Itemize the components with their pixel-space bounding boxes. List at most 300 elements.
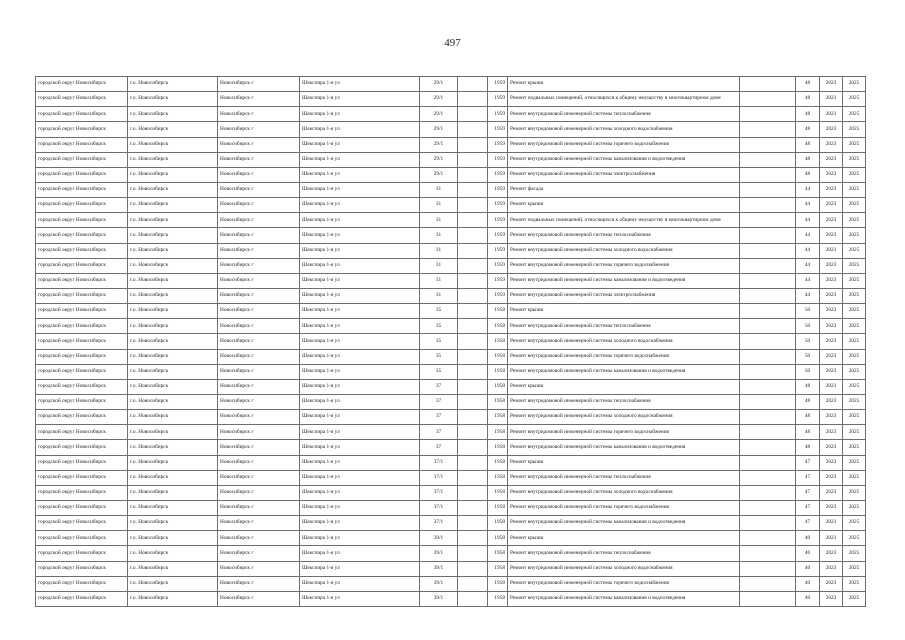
- work-type-cell: Ремонт внутридомовой инженерной системы теплоснабжения: [508, 228, 740, 243]
- house-number-cell: 39/1: [420, 561, 458, 576]
- end-year-cell: 2025: [843, 455, 866, 470]
- empty-cell: [740, 561, 796, 576]
- build-year-cell: 1958: [488, 440, 508, 455]
- start-year-cell: 2023: [820, 394, 843, 409]
- table-row: [36, 77, 866, 92]
- city-cell: Новосибирск г: [218, 364, 300, 379]
- city-cell: Новосибирск г: [218, 394, 300, 409]
- build-year-cell: 1959: [488, 182, 508, 197]
- district-cell: г.о. Новосибирск: [128, 288, 218, 303]
- empty-cell: [458, 531, 488, 546]
- work-type-cell: Ремонт внутридомовой инженерной системы холодного водоснабжения: [508, 561, 740, 576]
- empty-cell: [458, 319, 488, 334]
- empty-cell: [740, 455, 796, 470]
- work-type-cell: Ремонт крыши: [508, 77, 740, 92]
- district-cell: г.о. Новосибирск: [128, 425, 218, 440]
- empty-cell: [740, 228, 796, 243]
- district-cell: г.о. Новосибирск: [128, 213, 218, 228]
- district-cell: г.о. Новосибирск: [128, 122, 218, 137]
- table-row: [36, 182, 866, 197]
- end-year-cell: 2025: [843, 591, 866, 606]
- empty-cell: [740, 576, 796, 591]
- city-cell: Новосибирск г: [218, 273, 300, 288]
- empty-cell: [458, 182, 488, 197]
- city-cell: Новосибирск г: [218, 546, 300, 561]
- district-cell: г.о. Новосибирск: [128, 319, 218, 334]
- start-year-cell: 2023: [820, 546, 843, 561]
- city-cell: Новосибирск г: [218, 288, 300, 303]
- end-year-cell: 2025: [843, 182, 866, 197]
- street-cell: Шекспира 1-я ул: [300, 364, 420, 379]
- empty-cell: [740, 288, 796, 303]
- table-row: [36, 470, 866, 485]
- municipality-cell: городской округ Новосибирск: [36, 425, 128, 440]
- build-year-cell: 1958: [488, 531, 508, 546]
- build-year-cell: 1959: [488, 258, 508, 273]
- empty-cell: [740, 410, 796, 425]
- end-year-cell: 2025: [843, 546, 866, 561]
- empty-cell: [740, 258, 796, 273]
- table-row: [36, 425, 866, 440]
- street-cell: Шекспира 1-я ул: [300, 425, 420, 440]
- start-year-cell: 2023: [820, 288, 843, 303]
- value-cell: 48: [796, 167, 820, 182]
- empty-cell: [740, 319, 796, 334]
- district-cell: г.о. Новосибирск: [128, 198, 218, 213]
- end-year-cell: 2025: [843, 349, 866, 364]
- start-year-cell: 2023: [820, 167, 843, 182]
- build-year-cell: 1958: [488, 561, 508, 576]
- value-cell: 48: [796, 410, 820, 425]
- work-type-cell: Ремонт внутридомовой инженерной системы канализования и водоотведения: [508, 591, 740, 606]
- empty-cell: [458, 258, 488, 273]
- build-year-cell: 1958: [488, 546, 508, 561]
- empty-cell: [458, 334, 488, 349]
- build-year-cell: 1958: [488, 304, 508, 319]
- table-row: [36, 92, 866, 107]
- end-year-cell: 2025: [843, 470, 866, 485]
- build-year-cell: 1958: [488, 470, 508, 485]
- empty-cell: [458, 379, 488, 394]
- municipality-cell: городской округ Новосибирск: [36, 379, 128, 394]
- city-cell: Новосибирск г: [218, 319, 300, 334]
- district-cell: г.о. Новосибирск: [128, 107, 218, 122]
- empty-cell: [458, 470, 488, 485]
- empty-cell: [458, 410, 488, 425]
- build-year-cell: 1958: [488, 364, 508, 379]
- work-type-cell: Ремонт внутридомовой инженерной системы теплоснабжения: [508, 107, 740, 122]
- build-year-cell: 1958: [488, 410, 508, 425]
- city-cell: Новосибирск г: [218, 122, 300, 137]
- empty-cell: [458, 137, 488, 152]
- value-cell: 48: [796, 122, 820, 137]
- end-year-cell: 2025: [843, 531, 866, 546]
- work-type-cell: Ремонт внутридомовой инженерной системы горячего водоснабжения: [508, 500, 740, 515]
- empty-cell: [740, 304, 796, 319]
- district-cell: г.о. Новосибирск: [128, 455, 218, 470]
- work-type-cell: Ремонт внутридомовой инженерной системы горячего водоснабжения: [508, 349, 740, 364]
- city-cell: Новосибирск г: [218, 349, 300, 364]
- build-year-cell: 1959: [488, 167, 508, 182]
- table-row: [36, 349, 866, 364]
- end-year-cell: 2025: [843, 440, 866, 455]
- empty-cell: [740, 152, 796, 167]
- table-row: [36, 561, 866, 576]
- end-year-cell: 2025: [843, 288, 866, 303]
- city-cell: Новосибирск г: [218, 77, 300, 92]
- empty-cell: [740, 485, 796, 500]
- city-cell: Новосибирск г: [218, 167, 300, 182]
- house-number-cell: 37: [420, 440, 458, 455]
- house-number-cell: 29/1: [420, 77, 458, 92]
- table-row: [36, 319, 866, 334]
- empty-cell: [740, 198, 796, 213]
- district-cell: г.о. Новосибирск: [128, 561, 218, 576]
- street-cell: Шекспира 1-я ул: [300, 213, 420, 228]
- table-row: [36, 394, 866, 409]
- street-cell: Шекспира 1-я ул: [300, 273, 420, 288]
- municipality-cell: городской округ Новосибирск: [36, 273, 128, 288]
- table-row: [36, 243, 866, 258]
- page-number: 497: [444, 37, 461, 49]
- city-cell: Новосибирск г: [218, 198, 300, 213]
- start-year-cell: 2023: [820, 92, 843, 107]
- district-cell: г.о. Новосибирск: [128, 591, 218, 606]
- value-cell: 44: [796, 288, 820, 303]
- district-cell: г.о. Новосибирск: [128, 152, 218, 167]
- house-number-cell: 35: [420, 304, 458, 319]
- municipality-cell: городской округ Новосибирск: [36, 470, 128, 485]
- table-row: [36, 152, 866, 167]
- end-year-cell: 2025: [843, 364, 866, 379]
- municipality-cell: городской округ Новосибирск: [36, 122, 128, 137]
- value-cell: 40: [796, 531, 820, 546]
- value-cell: 48: [796, 440, 820, 455]
- build-year-cell: 1959: [488, 198, 508, 213]
- end-year-cell: 2025: [843, 561, 866, 576]
- value-cell: 47: [796, 470, 820, 485]
- empty-cell: [458, 591, 488, 606]
- district-cell: г.о. Новосибирск: [128, 546, 218, 561]
- value-cell: 48: [796, 107, 820, 122]
- empty-cell: [458, 455, 488, 470]
- value-cell: 47: [796, 500, 820, 515]
- house-number-cell: 37: [420, 379, 458, 394]
- table-row: [36, 273, 866, 288]
- district-cell: г.о. Новосибирск: [128, 470, 218, 485]
- municipality-cell: городской округ Новосибирск: [36, 516, 128, 531]
- street-cell: Шекспира 1-я ул: [300, 107, 420, 122]
- capital-repair-table: [35, 76, 866, 607]
- street-cell: Шекспира 1-я ул: [300, 561, 420, 576]
- empty-cell: [740, 137, 796, 152]
- table-row: [36, 258, 866, 273]
- value-cell: 48: [796, 425, 820, 440]
- municipality-cell: городской округ Новосибирск: [36, 213, 128, 228]
- start-year-cell: 2023: [820, 379, 843, 394]
- build-year-cell: 1958: [488, 349, 508, 364]
- end-year-cell: 2025: [843, 137, 866, 152]
- municipality-cell: городской округ Новосибирск: [36, 319, 128, 334]
- work-type-cell: Ремонт крыши: [508, 531, 740, 546]
- municipality-cell: городской округ Новосибирск: [36, 152, 128, 167]
- end-year-cell: 2025: [843, 485, 866, 500]
- empty-cell: [740, 92, 796, 107]
- house-number-cell: 29/1: [420, 137, 458, 152]
- municipality-cell: городской округ Новосибирск: [36, 546, 128, 561]
- empty-cell: [740, 167, 796, 182]
- street-cell: Шекспира 1-я ул: [300, 591, 420, 606]
- house-number-cell: 39/1: [420, 576, 458, 591]
- empty-cell: [458, 500, 488, 515]
- empty-cell: [458, 485, 488, 500]
- work-type-cell: Ремонт подвальных помещений, относящихся к общему имуществу в многоквартирном доме: [508, 213, 740, 228]
- house-number-cell: 37/1: [420, 485, 458, 500]
- work-type-cell: Ремонт внутридомовой инженерной системы горячего водоснабжения: [508, 137, 740, 152]
- end-year-cell: 2025: [843, 334, 866, 349]
- empty-cell: [740, 546, 796, 561]
- house-number-cell: 37: [420, 425, 458, 440]
- start-year-cell: 2023: [820, 410, 843, 425]
- house-number-cell: 31: [420, 273, 458, 288]
- empty-cell: [458, 273, 488, 288]
- house-number-cell: 37/1: [420, 516, 458, 531]
- municipality-cell: городской округ Новосибирск: [36, 258, 128, 273]
- municipality-cell: городской округ Новосибирск: [36, 182, 128, 197]
- municipality-cell: городской округ Новосибирск: [36, 394, 128, 409]
- build-year-cell: 1959: [488, 122, 508, 137]
- house-number-cell: 31: [420, 243, 458, 258]
- municipality-cell: городской округ Новосибирск: [36, 107, 128, 122]
- empty-cell: [740, 349, 796, 364]
- start-year-cell: 2023: [820, 485, 843, 500]
- district-cell: г.о. Новосибирск: [128, 576, 218, 591]
- build-year-cell: 1959: [488, 92, 508, 107]
- build-year-cell: 1958: [488, 334, 508, 349]
- end-year-cell: 2025: [843, 228, 866, 243]
- district-cell: г.о. Новосибирск: [128, 349, 218, 364]
- house-number-cell: 29/1: [420, 122, 458, 137]
- street-cell: Шекспира 1-я ул: [300, 546, 420, 561]
- city-cell: Новосибирск г: [218, 152, 300, 167]
- city-cell: Новосибирск г: [218, 137, 300, 152]
- district-cell: г.о. Новосибирск: [128, 334, 218, 349]
- start-year-cell: 2023: [820, 349, 843, 364]
- city-cell: Новосибирск г: [218, 334, 300, 349]
- empty-cell: [740, 334, 796, 349]
- build-year-cell: 1959: [488, 213, 508, 228]
- table-row: [36, 410, 866, 425]
- start-year-cell: 2023: [820, 182, 843, 197]
- work-type-cell: Ремонт внутридомовой инженерной системы горячего водоснабжения: [508, 425, 740, 440]
- work-type-cell: Ремонт внутридомовой инженерной системы электроснабжения: [508, 288, 740, 303]
- end-year-cell: 2025: [843, 198, 866, 213]
- municipality-cell: городской округ Новосибирск: [36, 410, 128, 425]
- value-cell: 48: [796, 152, 820, 167]
- value-cell: 48: [796, 394, 820, 409]
- city-cell: Новосибирск г: [218, 516, 300, 531]
- value-cell: 48: [796, 92, 820, 107]
- empty-cell: [458, 425, 488, 440]
- empty-cell: [458, 349, 488, 364]
- city-cell: Новосибирск г: [218, 243, 300, 258]
- municipality-cell: городской округ Новосибирск: [36, 288, 128, 303]
- city-cell: Новосибирск г: [218, 182, 300, 197]
- district-cell: г.о. Новосибирск: [128, 500, 218, 515]
- house-number-cell: 29/1: [420, 167, 458, 182]
- value-cell: 50: [796, 364, 820, 379]
- value-cell: 50: [796, 304, 820, 319]
- street-cell: Шекспира 1-я ул: [300, 77, 420, 92]
- start-year-cell: 2023: [820, 440, 843, 455]
- build-year-cell: 1958: [488, 379, 508, 394]
- start-year-cell: 2023: [820, 531, 843, 546]
- house-number-cell: 29/1: [420, 152, 458, 167]
- build-year-cell: 1958: [488, 485, 508, 500]
- house-number-cell: 35: [420, 364, 458, 379]
- city-cell: Новосибирск г: [218, 425, 300, 440]
- street-cell: Шекспира 1-я ул: [300, 304, 420, 319]
- district-cell: г.о. Новосибирск: [128, 92, 218, 107]
- municipality-cell: городской округ Новосибирск: [36, 591, 128, 606]
- end-year-cell: 2025: [843, 107, 866, 122]
- municipality-cell: городской округ Новосибирск: [36, 137, 128, 152]
- municipality-cell: городской округ Новосибирск: [36, 531, 128, 546]
- city-cell: Новосибирск г: [218, 304, 300, 319]
- work-type-cell: Ремонт крыши: [508, 379, 740, 394]
- street-cell: Шекспира 1-я ул: [300, 137, 420, 152]
- municipality-cell: городской округ Новосибирск: [36, 334, 128, 349]
- build-year-cell: 1959: [488, 77, 508, 92]
- municipality-cell: городской округ Новосибирск: [36, 349, 128, 364]
- table-row: [36, 304, 866, 319]
- start-year-cell: 2023: [820, 228, 843, 243]
- house-number-cell: 35: [420, 349, 458, 364]
- value-cell: 50: [796, 319, 820, 334]
- end-year-cell: 2025: [843, 576, 866, 591]
- empty-cell: [458, 228, 488, 243]
- street-cell: Шекспира 1-я ул: [300, 334, 420, 349]
- start-year-cell: 2023: [820, 561, 843, 576]
- start-year-cell: 2023: [820, 364, 843, 379]
- district-cell: г.о. Новосибирск: [128, 77, 218, 92]
- start-year-cell: 2023: [820, 77, 843, 92]
- municipality-cell: городской округ Новосибирск: [36, 304, 128, 319]
- start-year-cell: 2023: [820, 516, 843, 531]
- start-year-cell: 2023: [820, 500, 843, 515]
- table-row: [36, 500, 866, 515]
- district-cell: г.о. Новосибирск: [128, 137, 218, 152]
- empty-cell: [740, 213, 796, 228]
- table-row: [36, 455, 866, 470]
- value-cell: 44: [796, 228, 820, 243]
- end-year-cell: 2025: [843, 77, 866, 92]
- street-cell: Шекспира 1-я ул: [300, 500, 420, 515]
- start-year-cell: 2023: [820, 152, 843, 167]
- district-cell: г.о. Новосибирск: [128, 531, 218, 546]
- empty-cell: [458, 107, 488, 122]
- build-year-cell: 1958: [488, 394, 508, 409]
- table-row: [36, 576, 866, 591]
- street-cell: Шекспира 1-я ул: [300, 243, 420, 258]
- municipality-cell: городской округ Новосибирск: [36, 92, 128, 107]
- value-cell: 40: [796, 591, 820, 606]
- end-year-cell: 2025: [843, 379, 866, 394]
- house-number-cell: 39/1: [420, 546, 458, 561]
- city-cell: Новосибирск г: [218, 485, 300, 500]
- start-year-cell: 2023: [820, 425, 843, 440]
- work-type-cell: Ремонт внутридомовой инженерной системы теплоснабжения: [508, 394, 740, 409]
- work-type-cell: Ремонт внутридомовой инженерной системы горячего водоснабжения: [508, 576, 740, 591]
- street-cell: Шекспира 1-я ул: [300, 410, 420, 425]
- empty-cell: [458, 576, 488, 591]
- end-year-cell: 2025: [843, 425, 866, 440]
- municipality-cell: городской округ Новосибирск: [36, 198, 128, 213]
- empty-cell: [458, 243, 488, 258]
- empty-cell: [458, 304, 488, 319]
- city-cell: Новосибирск г: [218, 470, 300, 485]
- work-type-cell: Ремонт крыши: [508, 198, 740, 213]
- street-cell: Шекспира 1-я ул: [300, 182, 420, 197]
- city-cell: Новосибирск г: [218, 576, 300, 591]
- district-cell: г.о. Новосибирск: [128, 167, 218, 182]
- table-row: [36, 198, 866, 213]
- table-row: [36, 591, 866, 606]
- work-type-cell: Ремонт внутридомовой инженерной системы теплоснабжения: [508, 470, 740, 485]
- build-year-cell: 1958: [488, 591, 508, 606]
- table-row: [36, 485, 866, 500]
- street-cell: Шекспира 1-я ул: [300, 319, 420, 334]
- table-row: [36, 516, 866, 531]
- build-year-cell: 1959: [488, 152, 508, 167]
- house-number-cell: 39/1: [420, 531, 458, 546]
- empty-cell: [458, 394, 488, 409]
- empty-cell: [740, 591, 796, 606]
- house-number-cell: 29/1: [420, 92, 458, 107]
- municipality-cell: городской округ Новосибирск: [36, 440, 128, 455]
- city-cell: Новосибирск г: [218, 92, 300, 107]
- start-year-cell: 2023: [820, 258, 843, 273]
- street-cell: Шекспира 1-я ул: [300, 394, 420, 409]
- start-year-cell: 2023: [820, 304, 843, 319]
- street-cell: Шекспира 1-я ул: [300, 258, 420, 273]
- end-year-cell: 2025: [843, 410, 866, 425]
- value-cell: 44: [796, 243, 820, 258]
- empty-cell: [740, 394, 796, 409]
- city-cell: Новосибирск г: [218, 591, 300, 606]
- district-cell: г.о. Новосибирск: [128, 364, 218, 379]
- empty-cell: [458, 288, 488, 303]
- table-row: [36, 364, 866, 379]
- house-number-cell: 35: [420, 334, 458, 349]
- table-row: [36, 167, 866, 182]
- work-type-cell: Ремонт внутридомовой инженерной системы холодного водоснабжения: [508, 485, 740, 500]
- start-year-cell: 2023: [820, 213, 843, 228]
- district-cell: г.о. Новосибирск: [128, 243, 218, 258]
- value-cell: 50: [796, 349, 820, 364]
- city-cell: Новосибирск г: [218, 258, 300, 273]
- empty-cell: [740, 500, 796, 515]
- value-cell: 44: [796, 273, 820, 288]
- street-cell: Шекспира 1-я ул: [300, 379, 420, 394]
- table-row: [36, 546, 866, 561]
- empty-cell: [740, 243, 796, 258]
- table-row: [36, 122, 866, 137]
- work-type-cell: Ремонт внутридомовой инженерной системы канализования и водоотведения: [508, 273, 740, 288]
- work-type-cell: Ремонт внутридомовой инженерной системы холодного водоснабжения: [508, 122, 740, 137]
- street-cell: Шекспира 1-я ул: [300, 122, 420, 137]
- district-cell: г.о. Новосибирск: [128, 516, 218, 531]
